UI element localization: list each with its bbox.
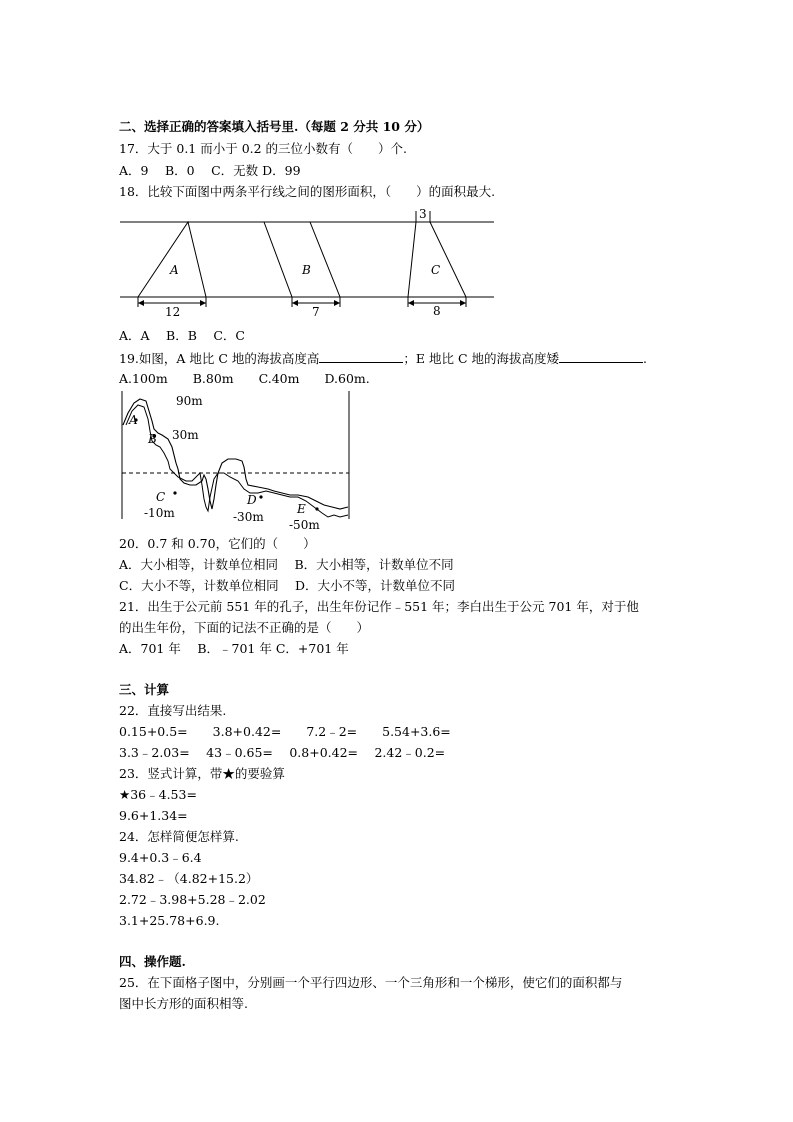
q24-stem: 24．怎样简便怎样算. bbox=[119, 829, 239, 844]
q21-stem-1: 21．出生于公元前 551 年的孔子，出生年份记作﹣551 年；李白出生于公元 701 年，对于他 bbox=[119, 599, 639, 614]
label-c: C bbox=[431, 263, 441, 277]
point-e: E bbox=[297, 502, 306, 516]
q20-stem: 20．0.7 和 0.70，它们的（ ） bbox=[119, 536, 316, 551]
top-base-c: 3 bbox=[419, 207, 427, 221]
q19-options: A.100m B.80m C.40m D.60m. bbox=[119, 371, 370, 386]
q24-item: 2.72﹣3.98+5.28﹣2.02 bbox=[119, 892, 266, 907]
q21-options: A．701 年 B．﹣701 年 C．+701 年 bbox=[119, 641, 349, 656]
section4-heading: 四、操作题. bbox=[119, 954, 186, 969]
q19-blank-1[interactable] bbox=[319, 350, 403, 363]
q23-item1: ★36﹣4.53= bbox=[119, 787, 197, 802]
q19-stem-a: 19.如图，A 地比 C 地的海拔高度高 bbox=[119, 351, 320, 366]
alt-b: 30m bbox=[172, 428, 199, 442]
q19-blank-2[interactable] bbox=[559, 350, 643, 363]
point-c: C bbox=[156, 490, 166, 504]
q23-item2: 9.6+1.34= bbox=[119, 808, 188, 823]
q17-stem: 17．大于 0.1 而小于 0.2 的三位小数有（ ）个. bbox=[119, 141, 408, 156]
point-d: D bbox=[247, 493, 257, 507]
base-b: 7 bbox=[312, 305, 320, 319]
q20-options-ab: A．大小相等，计数单位相同 B．大小相等，计数单位不同 bbox=[119, 557, 454, 572]
q25-stem-2: 图中长方形的面积相等. bbox=[119, 996, 248, 1011]
q25-stem-1: 25．在下面格子图中，分别画一个平行四边形、一个三角形和一个梯形，使它们的面积都与 bbox=[119, 975, 623, 990]
q24-item: 34.82﹣（4.82+15.2） bbox=[119, 871, 259, 886]
alt-a: 90m bbox=[176, 394, 203, 408]
q22-stem: 22．直接写出结果. bbox=[119, 703, 227, 718]
q21-stem-2: 的出生年份，下面的记法不正确的是（ ） bbox=[119, 620, 370, 635]
section2-heading: 二、选择正确的答案填入括号里.（每题 2 分共 10 分） bbox=[119, 119, 430, 134]
alt-c: -10m bbox=[144, 506, 175, 520]
alt-d: -30m bbox=[233, 510, 264, 524]
q19-stem-end: . bbox=[643, 351, 648, 366]
alt-e: -50m bbox=[289, 518, 320, 529]
q19-stem-b: ；E 地比 C 地的海拔高度矮 bbox=[403, 351, 560, 366]
q20-options-cd: C．大小不等，计数单位相同 D．大小不等，计数单位不同 bbox=[119, 578, 456, 593]
base-c: 8 bbox=[433, 304, 441, 318]
q18-stem: 18．比较下面图中两条平行线之间的图形面积，（ ）的面积最大. bbox=[119, 184, 496, 199]
q19-stem bbox=[119, 350, 647, 367]
q19-figure bbox=[118, 389, 354, 529]
q22-row1: 0.15+0.5= 3.8+0.42= 7.2﹣2= 5.54+3.6= bbox=[119, 724, 451, 739]
point-a: A bbox=[129, 413, 138, 427]
parallelogram-b bbox=[264, 222, 340, 297]
q22-row2: 3.3﹣2.03= 43﹣0.65= 0.8+0.42= 2.42﹣0.2= bbox=[119, 745, 446, 760]
q18-figure bbox=[118, 203, 496, 321]
triangle-a bbox=[138, 222, 206, 297]
q24-item: 9.4+0.3﹣6.4 bbox=[119, 850, 202, 865]
q18-options: A．A B．B C．C bbox=[119, 328, 246, 343]
trapezoid-c bbox=[408, 222, 466, 297]
label-b: B bbox=[302, 263, 311, 277]
label-a: A bbox=[170, 263, 179, 277]
base-a: 12 bbox=[165, 305, 181, 319]
q17-options: A．9 B．0 C．无数 D．99 bbox=[119, 163, 301, 178]
q24-item: 3.1+25.78+6.9. bbox=[119, 913, 220, 928]
section3-heading: 三、计算 bbox=[119, 682, 170, 697]
q23-stem: 23．竖式计算，带★的要验算 bbox=[119, 766, 285, 781]
point-b: B bbox=[148, 432, 157, 446]
